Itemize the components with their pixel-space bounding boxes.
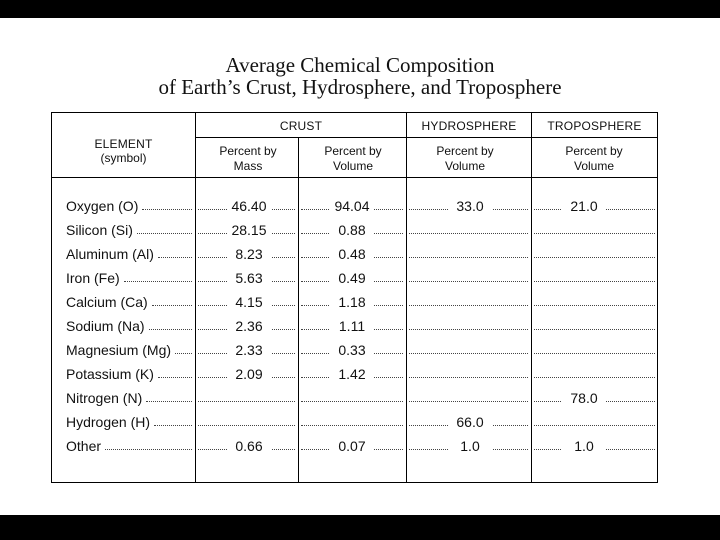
table-row (52, 291, 657, 313)
dot-leader (198, 425, 295, 426)
tropo-volume-header: Percent by Volume (565, 144, 623, 173)
table-row (52, 339, 657, 361)
value-crust-volume: 0.07 (330, 438, 374, 454)
element-name: Potassium (K) (66, 366, 154, 382)
table-row (52, 435, 657, 457)
element-name: Oxygen (O) (66, 198, 139, 214)
value-crust-mass: 4.15 (227, 294, 271, 310)
value-crust-volume: 1.11 (330, 318, 374, 334)
table-row (52, 387, 657, 409)
troposphere-header: TROPOSPHERE (547, 119, 642, 133)
page-subtitle: of Earth’s Crust, Hydrosphere, and Troposphere (158, 75, 562, 99)
element-header: ELEMENT (94, 137, 153, 151)
table-row (52, 243, 657, 265)
composition-table (51, 112, 658, 483)
element-name: Magnesium (Mg) (66, 342, 172, 358)
value-crust-volume: 0.48 (330, 246, 374, 262)
table-row (52, 219, 657, 241)
dot-leader (105, 449, 192, 450)
dot-leader (137, 233, 192, 234)
crust-volume-header: Percent by Volume (324, 144, 382, 173)
dot-leader (534, 329, 655, 330)
value-crust-mass: 5.63 (227, 270, 271, 286)
dot-leader (534, 425, 655, 426)
dot-leader (149, 329, 192, 330)
element-name: Nitrogen (N) (66, 390, 143, 406)
element-name: Aluminum (Al) (66, 246, 154, 262)
dot-leader (198, 401, 295, 402)
dot-leader (154, 425, 192, 426)
dot-leader (301, 425, 403, 426)
element-name: Silicon (Si) (66, 222, 133, 238)
slide (0, 18, 720, 515)
dot-leader (409, 257, 528, 258)
dot-leader (158, 377, 192, 378)
value-crust-volume: 0.33 (330, 342, 374, 358)
value-crust-mass: 2.09 (227, 366, 271, 382)
dot-leader (146, 401, 192, 402)
value-crust-volume: 1.18 (330, 294, 374, 310)
table-row (52, 411, 657, 433)
dot-leader (409, 233, 528, 234)
element-name: Calcium (Ca) (66, 294, 148, 310)
value-crust-mass: 28.15 (227, 222, 271, 238)
value-hydro: 33.0 (448, 198, 492, 214)
dot-leader (409, 305, 528, 306)
dot-leader (409, 329, 528, 330)
table-row (52, 315, 657, 337)
dot-leader (534, 377, 655, 378)
dot-leader (124, 281, 192, 282)
dot-leader (534, 281, 655, 282)
value-crust-volume: 0.88 (330, 222, 374, 238)
page-title: Average Chemical Composition (225, 53, 495, 77)
element-name: Hydrogen (H) (66, 414, 151, 430)
dot-leader (158, 257, 192, 258)
dot-leader (534, 305, 655, 306)
divider (52, 177, 657, 178)
divider (195, 137, 657, 138)
dot-leader (301, 401, 403, 402)
value-tropo: 21.0 (562, 198, 606, 214)
value-crust-volume: 94.04 (330, 198, 374, 214)
value-crust-mass: 2.33 (227, 342, 271, 358)
dot-leader (409, 401, 528, 402)
element-name: Other (66, 438, 102, 454)
table-row (52, 363, 657, 385)
dot-leader (534, 257, 655, 258)
dot-leader (409, 377, 528, 378)
value-crust-volume: 0.49 (330, 270, 374, 286)
hydrosphere-header: HYDROSPHERE (421, 119, 517, 133)
dot-leader (142, 209, 192, 210)
table-row (52, 267, 657, 289)
dot-leader (409, 353, 528, 354)
crust-mass-header: Percent by Mass (219, 144, 277, 173)
table-row (52, 195, 657, 217)
value-hydro: 66.0 (448, 414, 492, 430)
value-tropo: 1.0 (562, 438, 606, 454)
dot-leader (175, 353, 192, 354)
crust-header: CRUST (279, 119, 323, 133)
value-crust-mass: 8.23 (227, 246, 271, 262)
value-crust-mass: 2.36 (227, 318, 271, 334)
dot-leader (534, 353, 655, 354)
element-subheader: (symbol) (100, 151, 147, 165)
value-crust-mass: 46.40 (227, 198, 271, 214)
value-hydro: 1.0 (448, 438, 492, 454)
dot-leader (152, 305, 192, 306)
element-name: Iron (Fe) (66, 270, 120, 286)
value-tropo: 78.0 (562, 390, 606, 406)
element-name: Sodium (Na) (66, 318, 145, 334)
value-crust-volume: 1.42 (330, 366, 374, 382)
dot-leader (409, 281, 528, 282)
hydro-volume-header: Percent by Volume (436, 144, 494, 173)
dot-leader (534, 233, 655, 234)
value-crust-mass: 0.66 (227, 438, 271, 454)
